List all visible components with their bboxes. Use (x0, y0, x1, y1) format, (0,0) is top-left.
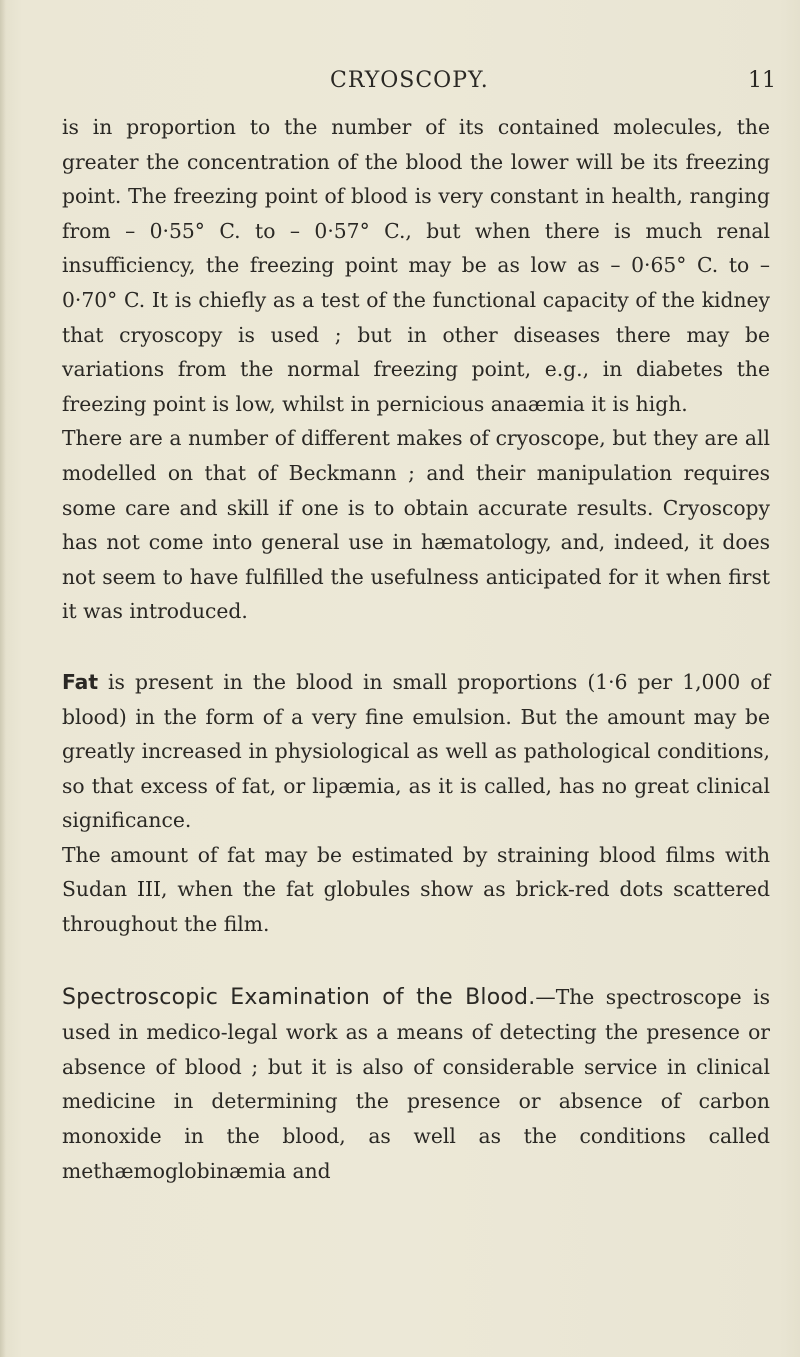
page-edge-shadow (0, 0, 6, 1357)
paragraph-freezing-point (62, 110, 770, 421)
paragraph-text: There are a number of different makes of cryoscope, but they are all modelled on that of Beckmann ; and their manipulation requires some care and skill if one is to obtain accurate results. Cryoscopy has not come into general use in hæmatology, and, indeed, it does not seem to have fulfilled the usefulness anticipated for it when first it was introduced. (62, 426, 770, 624)
page-number: 11 (748, 68, 776, 93)
paragraph-text: —The spectroscope is used in medico-legal work as a means of detecting the presence or absence of blood ; but it is also of considerable service in clinical medicine in determining the presence or absence of carbon monoxide in the blood, as well as the conditions called methæmoglobinæmia and (62, 984, 770, 1183)
running-title: CRYOSCOPY. (330, 68, 489, 93)
paragraph-fat (62, 665, 770, 838)
paragraph-spectroscopic (62, 980, 770, 1189)
paragraph-cryoscope-makes (62, 421, 770, 629)
section-heading-spectroscopic: Spectroscopic Examination of the Blood. (62, 984, 536, 1010)
paragraph-text: is in proportion to the number of its contained molecules, the greater the concentration of the blood the lower will be its freezing point. The freezing point of blood is very constant in health, ranging from – 0·55° C. to – 0·57° C., but when there is much renal insufficiency, the freezing point may be as low as – 0·65° C. to – 0·70° C. It is chiefly as a test of the functional capacity of the kidney that cryoscopy is used ; but in other diseases there may be variations from the normal freezing point, e.g., in diabetes the freezing point is low, whilst in pernicious anaæmia it is high. (62, 115, 770, 416)
paragraph-text: is present in the blood in small proportions (1·6 per 1,000 of blood) in the form of a very fine emulsion. But the amount may be greatly increased in physiological as well as pathological conditions, so that excess of fat, or lipæmia, as it is called, has no great clinical significance. (62, 669, 770, 833)
body-text (62, 110, 770, 1188)
paragraph-fat-estimation (62, 838, 770, 942)
paragraph-text: The amount of fat may be estimated by straining blood films with Sudan III, when the fat globules show as brick-red dots scattered throughout the film. (62, 842, 770, 937)
section-heading-fat: Fat (62, 669, 99, 694)
page-header (0, 66, 800, 102)
